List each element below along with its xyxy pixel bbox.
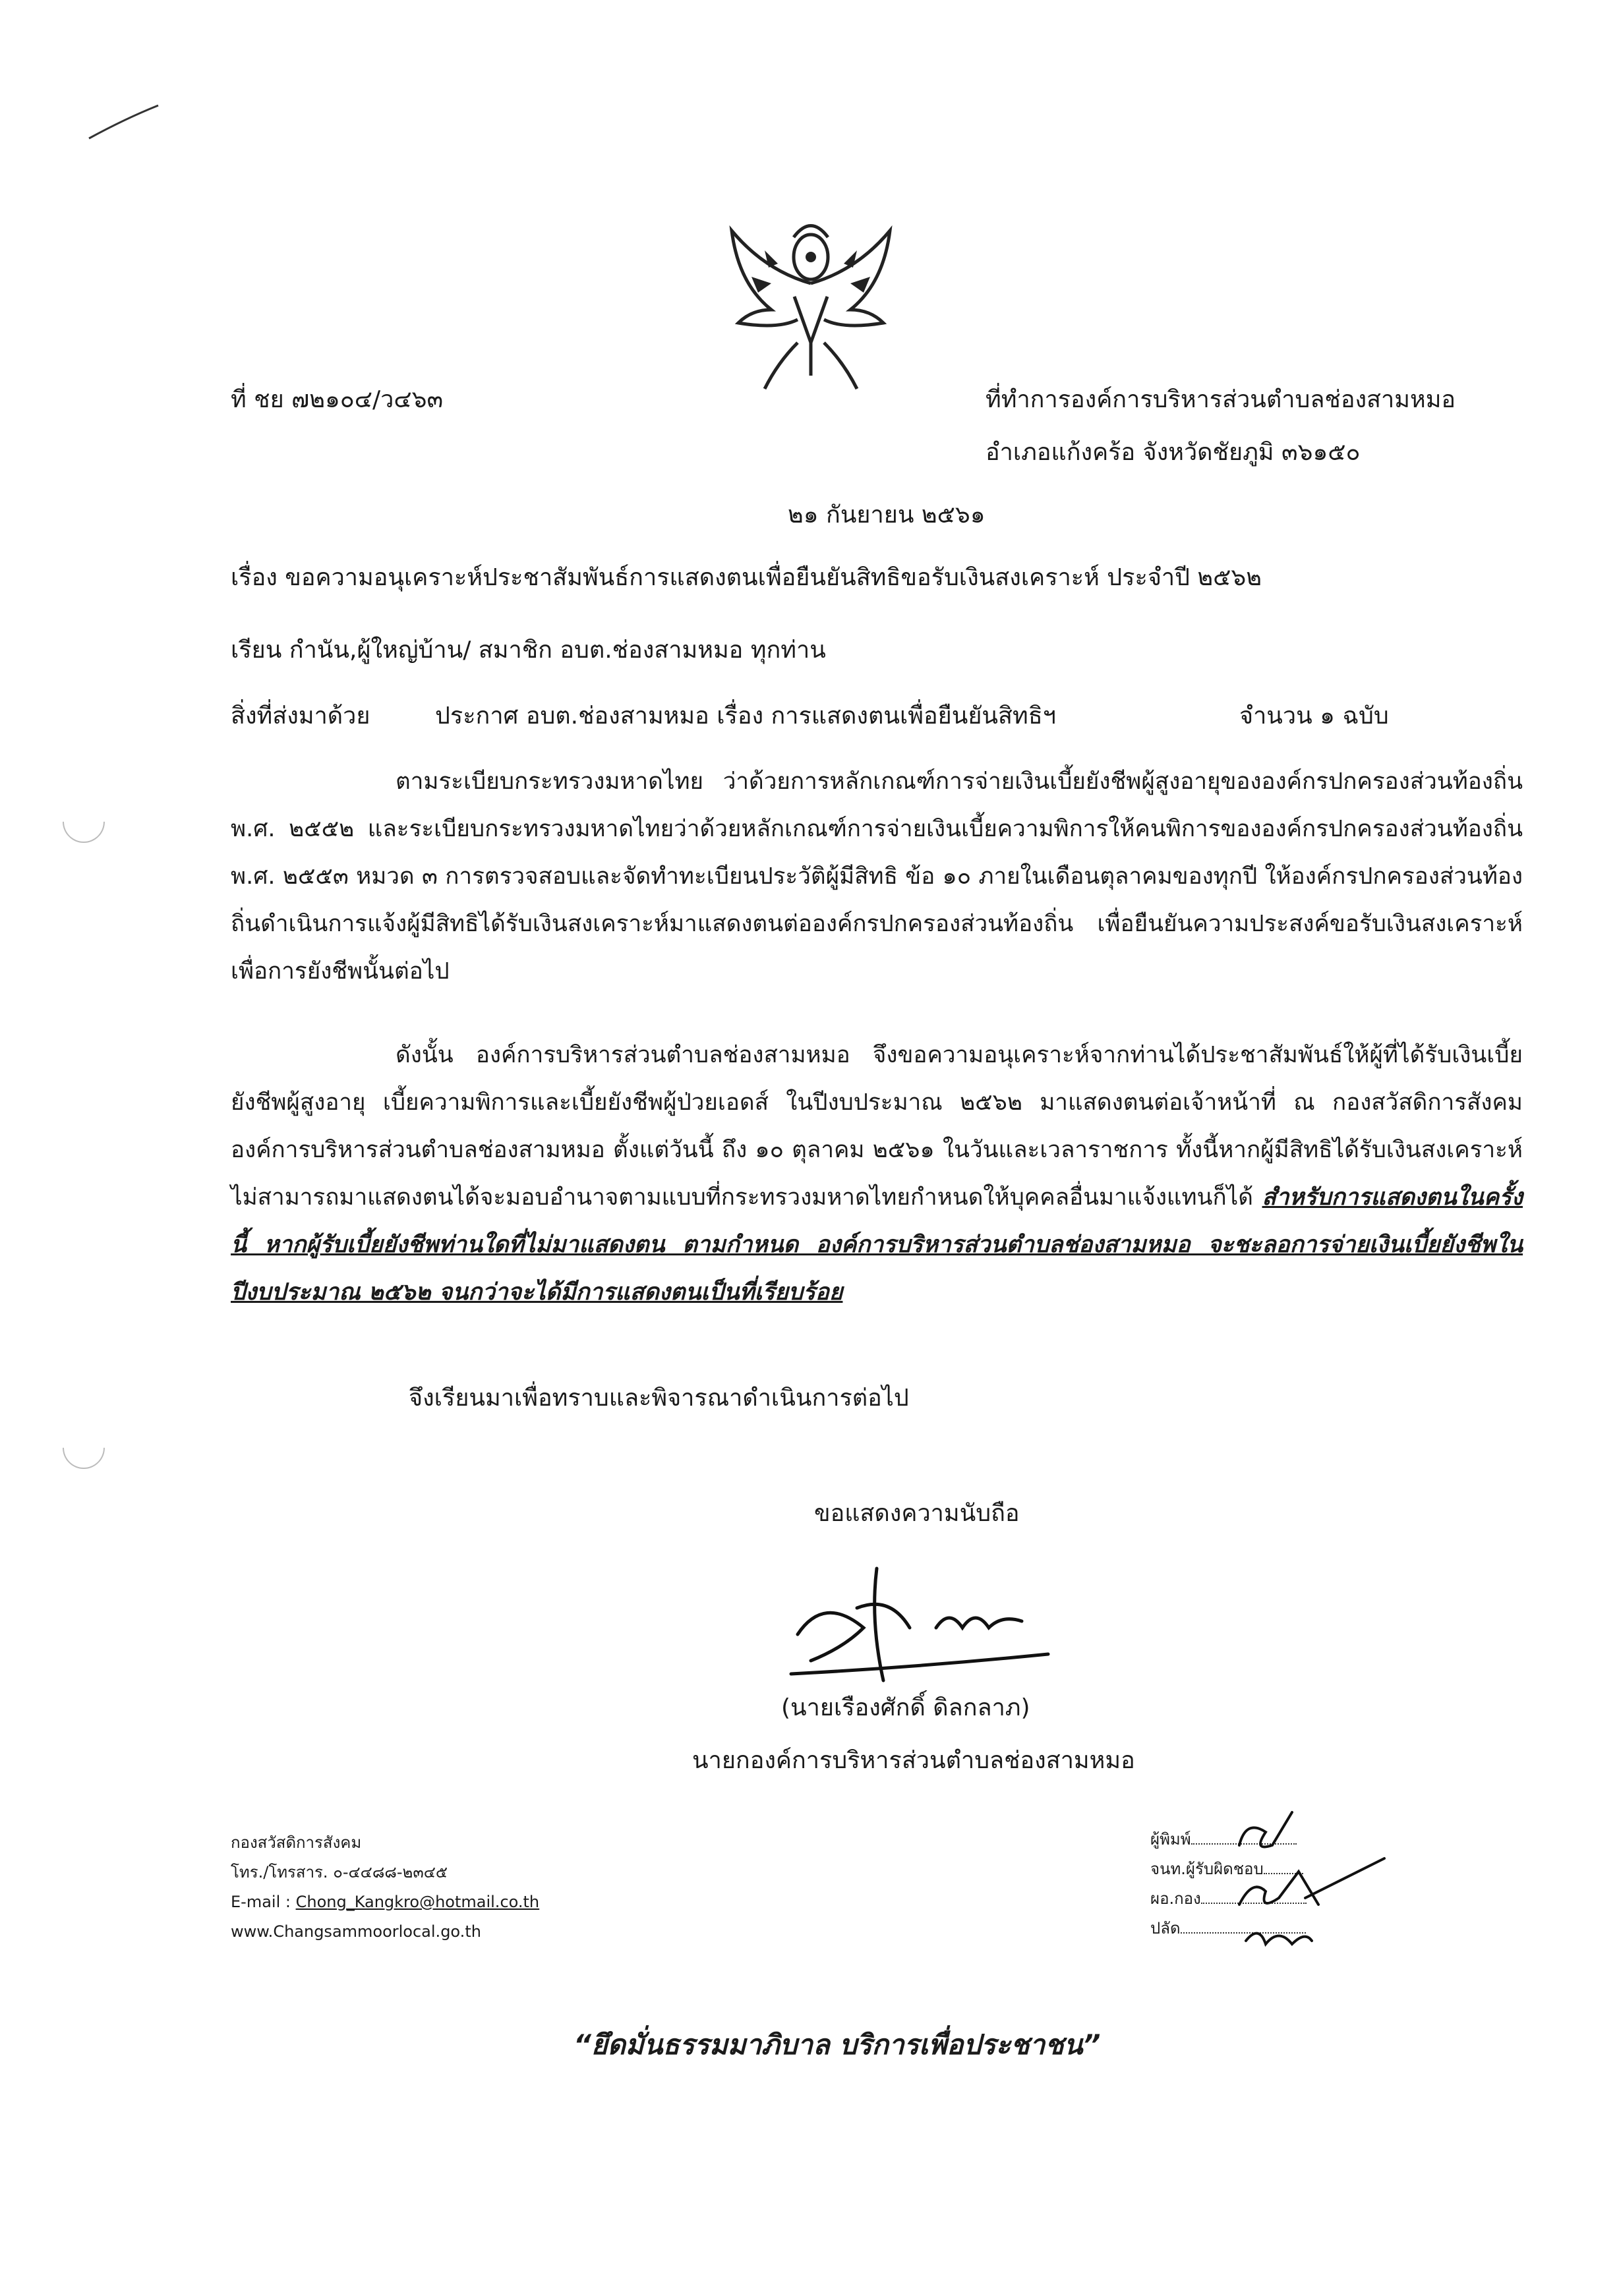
letter-recipient: เรียน กำนัน,ผู้ใหญ่บ้าน/ สมาชิก อบต.ช่องสามหมอ ทุกท่าน (231, 637, 826, 664)
body-paragraph-2-text: ดังนั้น องค์การบริหารส่วนตำบลช่องสามหมอ จึงขอความอนุเคราะห์จากท่านได้ประชาสัมพันธ์ให้ผู้ที่ได้รับเงินเบี้ยยังชีพผู้สูงอายุ เบี้ยความพิการและเบี้ยยังชีพผู้ป่วยเอดส์ ในปีงบประมาณ ๒๕๖๒ มาแสดงตนต่อเจ้าหน้าที่ ณ กองสวัสดิการสังคม องค์การบริหารส่วนตำบลช่องสามหมอ ตั้งแต่วันนี้ ถึง ๑๐ ตุลาคม ๒๕๖๑ ในวันและเวลาราชการ ทั้งนี้หากผู้มีสิทธิได้รับเงินสงเคราะห์ไม่สามารถมาแสดงตนได้จะมอบอำนาจตามแบบที่กระทรวงมหาดไทยกำหนดให้บุคคลอื่นมาแจ้งแทนก็ได้ (231, 1042, 1523, 1211)
footer-website[interactable]: www.Changsammoorlocal.go.th (231, 1922, 481, 1941)
closing-sentence: จึงเรียนมาเพื่อทราบและพิจารณาดำเนินการต่อไป (409, 1385, 909, 1412)
footer-email-row (231, 1888, 539, 1916)
slogan: “ยึดมั่นธรรมมาภิบาล บริการเพื่อประชาชน” (574, 2028, 1101, 2061)
check-label: จนท.ผู้รับผิดชอบ (1150, 1860, 1264, 1878)
footer-email-label: E-mail : (231, 1893, 296, 1911)
reference-number: ที่ ชย ๗๒๑๐๔/ว๔๖๓ (231, 386, 444, 413)
letter-date: ๒๑ กันยายน ๒๕๖๑ (788, 502, 986, 529)
body-paragraph-1-text: ตามระเบียบกระทรวงมหาดไทย ว่าด้วยการหลักเกณฑ์การจ่ายเงินเบี้ยยังชีพผู้สูงอายุขององค์กรปกครองส่วนท้องถิ่น พ.ศ. ๒๕๕๒ และระเบียบกระทรวงมหาดไทยว่าด้วยหลักเกณฑ์การจ่ายเงินเบี้ยความพิการให้คนพิการขององค์กรปกครองส่วนท้องถิ่น พ.ศ. ๒๕๕๓ หมวด ๓ การตรวจสอบและจัดทำทะเบียนประวัติผู้มีสิทธิ ข้อ ๑๐ ภายในเดือนตุลาคมของทุกปี ให้องค์กรปกครองส่วนท้องถิ่นดำเนินการแจ้งผู้มีสิทธิได้รับเงินสงเคราะห์มาแสดงตนต่อองค์กรปกครองส่วนท้องถิ่น เพื่อยืนยันความประสงค์ขอรับเงินสงเคราะห์เพื่อการยังชีพนั้นต่อไป (231, 768, 1523, 985)
pen-stroke-mark (86, 99, 165, 145)
signatory-position: นายกองค์การบริหารส่วนตำบลช่องสามหมอ (692, 1747, 1135, 1774)
initials-marks (1226, 1799, 1411, 1957)
punch-hole-mark (54, 1418, 114, 1478)
footer-phone: โทร./โทรสาร. ๐-๔๔๘๘-๒๓๔๕ (231, 1863, 448, 1881)
signatory-name: (นายเรืองศักดิ์ ดิลกลาภ) (781, 1694, 1030, 1721)
handwritten-signature (784, 1555, 1061, 1687)
check-label: ปลัด (1150, 1919, 1181, 1937)
footer-email-link[interactable]: Chong_Kangkro@hotmail.co.th (295, 1893, 540, 1911)
body-paragraph-1 (231, 758, 1523, 995)
attachment-quantity: จำนวน ๑ ฉบับ (1239, 703, 1389, 730)
body-paragraph-2 (231, 1031, 1523, 1316)
footer-department: กองสวัสดิการสังคม (231, 1833, 362, 1852)
regards-text: ขอแสดงความนับถือ (814, 1500, 1020, 1527)
garuda-emblem-icon (725, 211, 897, 395)
office-address-line1: ที่ทำการองค์การบริหารส่วนตำบลช่องสามหมอ (986, 386, 1456, 413)
body-paragraph-2-emphasis: สำหรับการแสดงตนในครั้งนี้ หากผู้รับเบี้ยยังชีพท่านใดที่ไม่มาแสดงตน ตามกำหนด องค์การบริหารส่วนตำบลช่องสามหมอ จะชะลอการจ่ายเงินเบี้ยยังชีพใน ปีงบประมาณ ๒๕๖๒ จนกว่าจะได้มีการแสดงตนเป็นที่เรียบร้อย (231, 1184, 1523, 1306)
office-address-line2: อำเภอแก้งคร้อ จังหวัดชัยภูมิ ๓๖๑๕๐ (986, 439, 1361, 466)
punch-hole-mark (54, 792, 114, 852)
check-label: ผอ.กอง (1150, 1889, 1201, 1908)
attachment-text: ประกาศ อบต.ช่องสามหมอ เรื่อง การแสดงตนเพื่อยืนยันสิทธิฯ (435, 703, 1056, 730)
attachment-label: สิ่งที่ส่งมาด้วย (231, 703, 370, 730)
letter-subject: เรื่อง ขอความอนุเคราะห์ประชาสัมพันธ์การแสดงตนเพื่อยืนยันสิทธิขอรับเงินสงเคราะห์ ประจำปี ๒๕๖๒ (231, 564, 1262, 591)
check-label: ผู้พิมพ์ (1150, 1830, 1191, 1849)
